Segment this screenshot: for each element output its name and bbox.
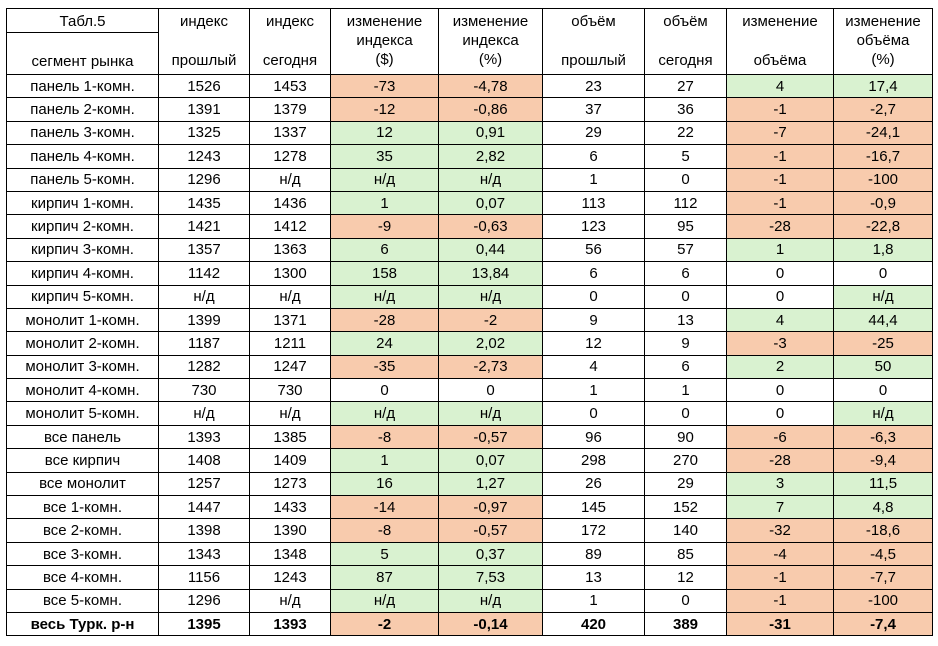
header-volume-change-top: изменение [742,13,818,30]
cell-segment: все панель [7,425,159,448]
cell-volume-today: 22 [645,121,727,144]
cell-volume-change-pct: -22,8 [834,215,933,238]
cell-segment: монолит 1-комн. [7,308,159,331]
table-row [7,285,933,308]
cell-volume-change-pct: -7,7 [834,566,933,589]
header-segment [7,9,159,75]
cell-volume-change: 0 [727,262,834,285]
cell-volume-change-pct: -25 [834,332,933,355]
cell-segment: все 3-комн. [7,542,159,565]
cell-index-change-pct: -0,63 [439,215,543,238]
cell-volume-prev: 0 [543,402,645,425]
cell-index-change-usd: 12 [331,121,439,144]
cell-volume-today: 95 [645,215,727,238]
cell-segment: монолит 3-комн. [7,355,159,378]
cell-index-change-usd: н/д [331,285,439,308]
cell-index-change-usd: 24 [331,332,439,355]
cell-volume-today: 6 [645,262,727,285]
cell-volume-prev: 37 [543,98,645,121]
cell-index-change-pct: -0,86 [439,98,543,121]
cell-index-today: 1278 [250,145,331,168]
cell-index-today: 1385 [250,425,331,448]
cell-index-change-pct: 2,82 [439,145,543,168]
header-index-today [250,9,331,75]
cell-index-change-pct: 0,44 [439,238,543,261]
cell-index-today: 730 [250,379,331,402]
cell-volume-today: 0 [645,589,727,612]
cell-volume-today: 140 [645,519,727,542]
cell-index-change-usd: -8 [331,425,439,448]
cell-index-change-usd: -8 [331,519,439,542]
cell-volume-change-pct: -100 [834,168,933,191]
cell-volume-change-pct: 0 [834,379,933,402]
cell-index-today: 1337 [250,121,331,144]
cell-volume-today: 9 [645,332,727,355]
cell-index-change-usd: -73 [331,75,439,98]
cell-volume-change-pct: 50 [834,355,933,378]
cell-index-prev: 1325 [159,121,250,144]
table-row [7,168,933,191]
cell-volume-change-pct: 4,8 [834,496,933,519]
cell-volume-change: -32 [727,519,834,542]
cell-volume-change: -4 [727,542,834,565]
cell-index-change-usd: -14 [331,496,439,519]
cell-volume-prev: 9 [543,308,645,331]
cell-volume-change-pct: -18,6 [834,519,933,542]
cell-index-prev: 1398 [159,519,250,542]
cell-index-prev: 1395 [159,612,250,635]
cell-segment: все кирпич [7,449,159,472]
table-row [7,262,933,285]
cell-index-today: н/д [250,168,331,191]
cell-index-prev: 1296 [159,168,250,191]
cell-volume-prev: 1 [543,589,645,612]
header-volume-change-pct-l3: (%) [871,51,895,68]
cell-index-change-pct: 13,84 [439,262,543,285]
cell-volume-change-pct: -24,1 [834,121,933,144]
cell-volume-change: 0 [727,285,834,308]
header-volume-today [645,9,727,75]
cell-volume-change-pct: 0 [834,262,933,285]
cell-segment: панель 5-комн. [7,168,159,191]
table-row [7,425,933,448]
table-row [7,98,933,121]
cell-volume-change: 0 [727,379,834,402]
header-volume-change-pct [834,9,933,75]
cell-volume-change: -28 [727,449,834,472]
table-row [7,238,933,261]
cell-index-prev: 1357 [159,238,250,261]
cell-volume-change: -3 [727,332,834,355]
cell-index-today: 1243 [250,566,331,589]
cell-index-change-pct: -2 [439,308,543,331]
cell-volume-prev: 23 [543,75,645,98]
cell-volume-change-pct: -16,7 [834,145,933,168]
cell-index-today: 1300 [250,262,331,285]
cell-index-prev: 1421 [159,215,250,238]
cell-index-change-pct: н/д [439,285,543,308]
cell-volume-change: 3 [727,472,834,495]
cell-index-prev: 1408 [159,449,250,472]
cell-index-today: 1393 [250,612,331,635]
cell-volume-change: -1 [727,191,834,214]
cell-segment: весь Турк. р-н [7,612,159,635]
cell-volume-today: 270 [645,449,727,472]
header-index-today-bottom: сегодня [262,52,318,69]
cell-index-today: 1409 [250,449,331,472]
cell-volume-change-pct: -9,4 [834,449,933,472]
table-row [7,589,933,612]
cell-index-change-pct: 1,27 [439,472,543,495]
cell-index-change-usd: 6 [331,238,439,261]
table-row [7,145,933,168]
cell-volume-change: -1 [727,566,834,589]
cell-index-change-usd: -28 [331,308,439,331]
table-row [7,215,933,238]
table-row [7,121,933,144]
cell-index-today: н/д [250,402,331,425]
cell-volume-change: 1 [727,238,834,261]
table-row [7,332,933,355]
cell-index-prev: 1435 [159,191,250,214]
cell-index-change-usd: 35 [331,145,439,168]
cell-volume-today: 0 [645,402,727,425]
cell-segment: кирпич 4-комн. [7,262,159,285]
table-row [7,472,933,495]
header-index-prev-bottom: прошлый [171,52,237,69]
cell-index-change-pct: 0,37 [439,542,543,565]
cell-volume-prev: 12 [543,332,645,355]
cell-segment: все 5-комн. [7,589,159,612]
cell-index-change-usd: 5 [331,542,439,565]
header-index-change-usd-l1: изменение [346,13,423,30]
cell-segment: монолит 2-комн. [7,332,159,355]
header-index-change-usd-l2: индекса [356,32,413,49]
cell-index-change-pct: -0,14 [439,612,543,635]
cell-index-today: 1363 [250,238,331,261]
table-row [7,191,933,214]
cell-index-today: 1379 [250,98,331,121]
cell-index-change-usd: 1 [331,449,439,472]
header-index-prev [159,9,250,75]
cell-index-change-pct: 0,07 [439,449,543,472]
header-index-change-pct-l1: изменение [452,13,529,30]
cell-index-prev: 1399 [159,308,250,331]
cell-volume-change-pct: 17,4 [834,75,933,98]
cell-segment: кирпич 3-комн. [7,238,159,261]
cell-index-change-usd: -9 [331,215,439,238]
cell-volume-today: 389 [645,612,727,635]
cell-segment: монолит 5-комн. [7,402,159,425]
cell-volume-prev: 13 [543,566,645,589]
cell-index-prev: 1243 [159,145,250,168]
header-volume-change-bottom: объёма [753,52,807,69]
cell-volume-change-pct: -6,3 [834,425,933,448]
cell-volume-prev: 26 [543,472,645,495]
cell-index-prev: н/д [159,402,250,425]
cell-volume-change: -1 [727,145,834,168]
table-row [7,542,933,565]
header-volume-prev [543,9,645,75]
table-header [7,9,933,75]
header-volume-prev-bottom: прошлый [561,52,626,69]
cell-volume-today: 112 [645,191,727,214]
table-row [7,308,933,331]
cell-volume-change-pct: н/д [834,402,933,425]
cell-volume-prev: 6 [543,262,645,285]
cell-index-today: н/д [250,285,331,308]
cell-volume-today: 27 [645,75,727,98]
cell-volume-change-pct: 11,5 [834,472,933,495]
cell-index-change-usd: -12 [331,98,439,121]
cell-index-change-pct: 2,02 [439,332,543,355]
cell-index-change-usd: н/д [331,168,439,191]
cell-volume-prev: 420 [543,612,645,635]
header-volume-change [727,9,834,75]
header-index-change-pct-l2: индекса [462,32,519,49]
cell-index-prev: 1282 [159,355,250,378]
cell-segment: панель 4-комн. [7,145,159,168]
cell-volume-prev: 113 [543,191,645,214]
cell-segment: кирпич 5-комн. [7,285,159,308]
cell-volume-today: 1 [645,379,727,402]
cell-volume-today: 36 [645,98,727,121]
cell-index-today: 1412 [250,215,331,238]
header-segment-label: сегмент рынка [7,32,158,72]
cell-index-today: 1273 [250,472,331,495]
cell-volume-change: -6 [727,425,834,448]
cell-volume-today: 12 [645,566,727,589]
cell-index-change-pct: н/д [439,402,543,425]
cell-volume-prev: 89 [543,542,645,565]
table-row [7,449,933,472]
cell-segment: панель 3-комн. [7,121,159,144]
cell-volume-change-pct: -4,5 [834,542,933,565]
cell-index-prev: 730 [159,379,250,402]
cell-volume-change: -1 [727,98,834,121]
header-index-change-usd-l3: ($) [375,51,394,68]
header-volume-prev-top: объём [571,13,616,30]
cell-volume-prev: 4 [543,355,645,378]
cell-index-change-pct: н/д [439,168,543,191]
cell-segment: все монолит [7,472,159,495]
table-row [7,496,933,519]
cell-volume-change-pct: -2,7 [834,98,933,121]
cell-volume-change: -28 [727,215,834,238]
table-body [7,75,933,636]
cell-volume-prev: 96 [543,425,645,448]
cell-index-prev: 1187 [159,332,250,355]
cell-volume-change: -7 [727,121,834,144]
cell-index-today: 1348 [250,542,331,565]
cell-index-change-pct: 0 [439,379,543,402]
cell-volume-change: -1 [727,168,834,191]
cell-volume-change: 4 [727,75,834,98]
cell-volume-prev: 1 [543,379,645,402]
cell-volume-change: 4 [727,308,834,331]
cell-volume-prev: 0 [543,285,645,308]
cell-index-change-usd: 16 [331,472,439,495]
cell-volume-change: -1 [727,589,834,612]
header-volume-today-bottom: сегодня [658,52,713,69]
cell-index-prev: 1391 [159,98,250,121]
header-index-change-pct-l3: (%) [478,51,503,68]
cell-volume-change-pct: 44,4 [834,308,933,331]
cell-volume-prev: 6 [543,145,645,168]
cell-volume-change: 7 [727,496,834,519]
cell-index-prev: 1526 [159,75,250,98]
table-row [7,566,933,589]
cell-index-prev: 1296 [159,589,250,612]
table-row [7,402,933,425]
header-index-change-pct [439,9,543,75]
market-segment-table [6,8,933,636]
cell-index-change-usd: 87 [331,566,439,589]
header-index-prev-top: индекс [180,13,228,30]
table-number: Табл.5 [59,13,106,30]
cell-volume-prev: 29 [543,121,645,144]
cell-index-change-pct: -0,97 [439,496,543,519]
cell-segment: монолит 4-комн. [7,379,159,402]
cell-volume-today: 0 [645,168,727,191]
cell-index-prev: 1142 [159,262,250,285]
cell-index-change-pct: 0,07 [439,191,543,214]
cell-volume-change-pct: -0,9 [834,191,933,214]
cell-volume-today: 85 [645,542,727,565]
table-row [7,612,933,635]
cell-index-prev: 1393 [159,425,250,448]
cell-segment: панель 1-комн. [7,75,159,98]
cell-volume-today: 29 [645,472,727,495]
cell-index-today: 1211 [250,332,331,355]
cell-segment: все 4-комн. [7,566,159,589]
cell-segment: все 1-комн. [7,496,159,519]
header-volume-change-pct-l1: изменение [845,13,921,30]
cell-volume-prev: 145 [543,496,645,519]
cell-index-today: н/д [250,589,331,612]
cell-index-change-usd: -2 [331,612,439,635]
cell-index-change-usd: 0 [331,379,439,402]
cell-index-today: 1390 [250,519,331,542]
cell-volume-prev: 1 [543,168,645,191]
cell-index-today: 1247 [250,355,331,378]
cell-index-change-pct: -0,57 [439,425,543,448]
cell-volume-today: 0 [645,285,727,308]
cell-index-prev: 1447 [159,496,250,519]
cell-volume-change: -31 [727,612,834,635]
cell-index-today: 1371 [250,308,331,331]
cell-volume-today: 90 [645,425,727,448]
cell-index-prev: 1257 [159,472,250,495]
table-row [7,355,933,378]
cell-index-change-usd: -35 [331,355,439,378]
cell-volume-prev: 56 [543,238,645,261]
cell-index-change-usd: 1 [331,191,439,214]
cell-volume-today: 152 [645,496,727,519]
cell-index-change-pct: -4,78 [439,75,543,98]
cell-index-prev: 1156 [159,566,250,589]
cell-index-prev: 1343 [159,542,250,565]
header-index-today-top: индекс [266,13,314,30]
cell-index-change-usd: н/д [331,589,439,612]
cell-volume-change: 0 [727,402,834,425]
cell-index-change-pct: н/д [439,589,543,612]
cell-volume-prev: 172 [543,519,645,542]
cell-segment: кирпич 1-комн. [7,191,159,214]
cell-volume-prev: 298 [543,449,645,472]
cell-volume-today: 5 [645,145,727,168]
cell-volume-prev: 123 [543,215,645,238]
cell-index-today: 1433 [250,496,331,519]
cell-volume-change: 2 [727,355,834,378]
cell-volume-today: 6 [645,355,727,378]
header-index-change-usd [331,9,439,75]
cell-volume-change-pct: -100 [834,589,933,612]
header-volume-today-top: объём [663,13,708,30]
cell-volume-change-pct: н/д [834,285,933,308]
cell-segment: все 2-комн. [7,519,159,542]
table-row [7,519,933,542]
cell-index-change-pct: -2,73 [439,355,543,378]
cell-index-change-pct: 7,53 [439,566,543,589]
cell-volume-change-pct: -7,4 [834,612,933,635]
table-row [7,379,933,402]
cell-index-change-usd: н/д [331,402,439,425]
cell-index-today: 1453 [250,75,331,98]
cell-index-change-pct: -0,57 [439,519,543,542]
cell-volume-today: 13 [645,308,727,331]
cell-index-today: 1436 [250,191,331,214]
cell-index-change-usd: 158 [331,262,439,285]
cell-volume-today: 57 [645,238,727,261]
cell-volume-change-pct: 1,8 [834,238,933,261]
cell-index-change-pct: 0,91 [439,121,543,144]
cell-segment: кирпич 2-комн. [7,215,159,238]
header-volume-change-pct-l2: объёма [856,32,910,49]
cell-segment: панель 2-комн. [7,98,159,121]
table-row [7,75,933,98]
cell-index-prev: н/д [159,285,250,308]
